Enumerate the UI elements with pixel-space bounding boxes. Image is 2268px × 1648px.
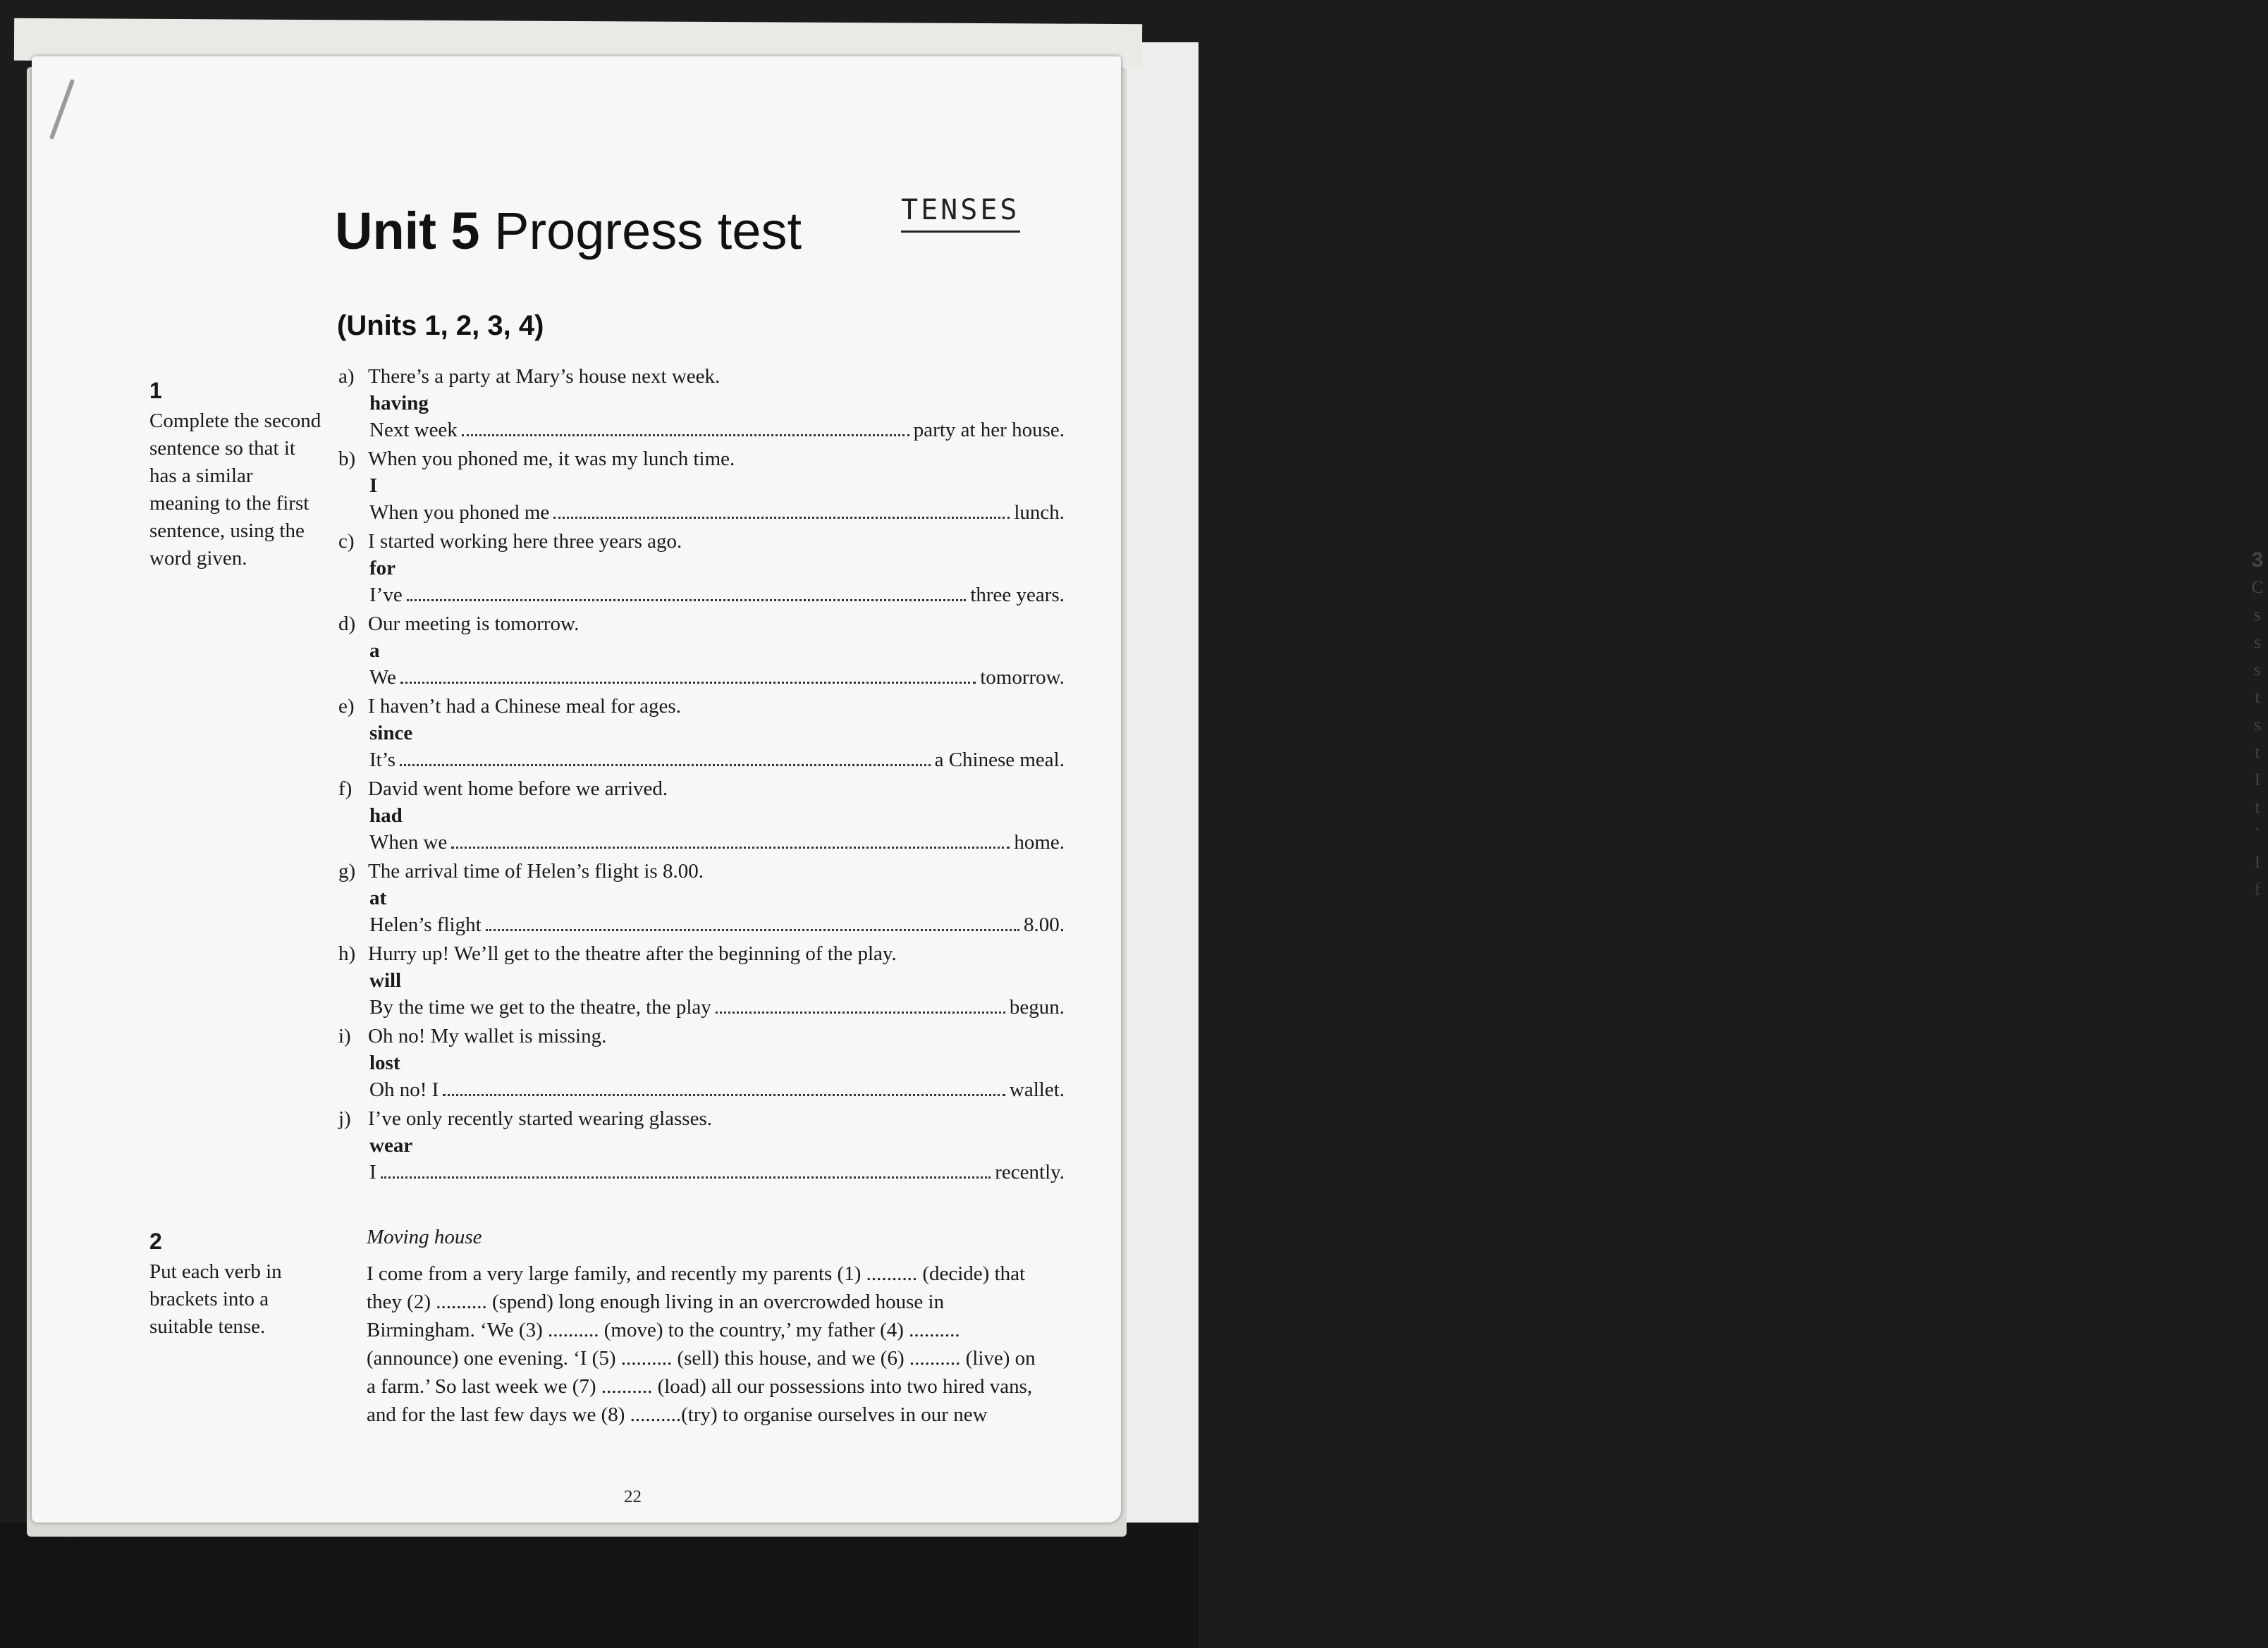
item-keyword: for [369, 557, 396, 579]
item-letter: g) [338, 860, 356, 883]
section-1-instruction [149, 377, 322, 572]
item-start: I [369, 1161, 376, 1183]
section-2-passage [367, 1223, 1072, 1429]
answer-blank[interactable] [451, 831, 1010, 849]
item-sentence: David went home before we arrived. [368, 777, 668, 800]
item-start: We [369, 666, 396, 689]
passage-line: Birmingham. ‘We (3) .......... (move) to the country,’ my father (4) .......... [367, 1319, 960, 1341]
item-letter: c) [338, 530, 355, 553]
answer-blank[interactable] [407, 584, 967, 601]
item-end: 8.00. [1024, 914, 1065, 936]
exercise-item [338, 777, 1065, 860]
passage-line: a farm.’ So last week we (7) .......... (load) all our possessions into two hired vans, [367, 1375, 1033, 1398]
item-end: party at her house. [913, 419, 1065, 441]
page-subtitle: (Units 1, 2, 3, 4) [337, 310, 544, 341]
answer-blank[interactable] [553, 501, 1010, 519]
item-keyword: I [369, 474, 378, 497]
adjacent-char: s [2254, 633, 2261, 652]
adjacent-char: s [2254, 715, 2261, 734]
exercise-item [338, 942, 1065, 1025]
adjacent-char: f [2254, 880, 2261, 899]
item-keyword: wear [369, 1134, 413, 1157]
adjacent-char: t [2255, 688, 2260, 707]
passage-line: and for the last few days we (8) ..........(try) to organise ourselves in our new [367, 1403, 988, 1426]
adjacent-char: t [2255, 798, 2260, 817]
item-end: three years. [970, 584, 1065, 606]
item-keyword: had [369, 804, 403, 827]
adjacent-page-chars [2247, 546, 2268, 904]
item-end: wallet. [1009, 1078, 1065, 1101]
item-keyword: at [369, 887, 387, 909]
adjacent-char: s [2254, 605, 2261, 625]
handwritten-note: TENSES [901, 194, 1020, 233]
item-end: recently. [995, 1161, 1065, 1183]
item-end: begun. [1009, 996, 1065, 1019]
exercise-item [338, 860, 1065, 942]
item-start: By the time we get to the theatre, the play [369, 996, 711, 1019]
item-letter: i) [338, 1025, 351, 1047]
item-letter: e) [338, 695, 355, 718]
item-sentence: The arrival time of Helen’s flight is 8.00. [368, 860, 704, 883]
adjacent-char: I [2254, 770, 2261, 789]
passage-title: Moving house [367, 1226, 482, 1248]
section-2-number: 2 [149, 1229, 162, 1254]
item-sentence: Oh no! My wallet is missing. [368, 1025, 607, 1047]
adjacent-char: ` [2254, 825, 2261, 844]
answer-blank[interactable] [400, 749, 931, 766]
item-keyword: since [369, 722, 413, 744]
section-1-items [338, 365, 1065, 1190]
item-letter: h) [338, 942, 356, 965]
item-end: tomorrow. [980, 666, 1065, 689]
title-unit: Unit 5 [335, 202, 480, 260]
answer-blank[interactable] [443, 1078, 1005, 1096]
item-keyword: will [369, 969, 402, 992]
item-letter: b) [338, 448, 356, 470]
item-start: Oh no! I [369, 1078, 439, 1101]
section-1-instruction-text: Complete the second sentence so that it has a similar meaning to the first sentence, using the word given. [149, 410, 321, 570]
item-start: Helen’s flight [369, 914, 482, 936]
item-start: It’s [369, 749, 396, 771]
exercise-item [338, 1025, 1065, 1107]
answer-blank[interactable] [400, 666, 976, 684]
section-2-instruction-text: Put each verb in brackets into a suitable tense. [149, 1260, 282, 1338]
item-sentence: I started working here three years ago. [368, 530, 682, 553]
adjacent-char: s [2254, 660, 2261, 680]
page-number: 22 [624, 1487, 642, 1506]
item-end: a Chinese meal. [934, 749, 1065, 771]
item-start: When you phoned me [369, 501, 550, 524]
dark-background [0, 1523, 1199, 1648]
answer-blank[interactable] [716, 996, 1005, 1014]
item-start: I’ve [369, 584, 403, 606]
item-keyword: lost [369, 1052, 400, 1074]
item-end: lunch. [1014, 501, 1065, 524]
item-end: home. [1014, 831, 1065, 854]
item-sentence: Hurry up! We’ll get to the theatre after the beginning of the play. [368, 942, 897, 965]
item-letter: j) [338, 1107, 351, 1130]
item-keyword: a [369, 639, 380, 662]
item-letter: d) [338, 613, 356, 635]
answer-blank[interactable] [381, 1161, 991, 1179]
item-sentence: Our meeting is tomorrow. [368, 613, 580, 635]
exercise-item [338, 613, 1065, 695]
exercise-item [338, 530, 1065, 613]
item-sentence: I haven’t had a Chinese meal for ages. [368, 695, 681, 718]
answer-blank[interactable] [486, 914, 1019, 931]
item-sentence: I’ve only recently started wearing glasses. [368, 1107, 712, 1130]
title-rest: Progress test [494, 202, 802, 260]
item-letter: f) [338, 777, 353, 800]
item-letter: a) [338, 365, 355, 388]
section-2-instruction [149, 1228, 322, 1341]
item-keyword: having [369, 392, 429, 414]
exercise-item [338, 1107, 1065, 1190]
passage-line: (announce) one evening. ‘I (5) .......... (sell) this house, and we (6) .......... (live) on [367, 1347, 1036, 1370]
adjacent-char: C [2251, 578, 2264, 597]
exercise-item [338, 695, 1065, 777]
item-start: Next week [369, 419, 458, 441]
exercise-item [338, 365, 1065, 448]
answer-blank[interactable] [462, 419, 909, 436]
adjacent-char: I [2254, 853, 2261, 872]
passage-line: I come from a very large family, and recently my parents (1) .......... (decide) that [367, 1262, 1026, 1285]
exercise-item [338, 448, 1065, 530]
page-title [335, 201, 802, 261]
passage-line: they (2) .......... (spend) long enough living in an overcrowded house in [367, 1291, 945, 1313]
section-1-number: 1 [149, 378, 162, 403]
item-start: When we [369, 831, 448, 854]
item-sentence: When you phoned me, it was my lunch time. [368, 448, 735, 470]
adjacent-char: t [2255, 743, 2260, 762]
item-sentence: There’s a party at Mary’s house next week. [368, 365, 721, 388]
adjacent-char: 3 [2251, 548, 2264, 572]
